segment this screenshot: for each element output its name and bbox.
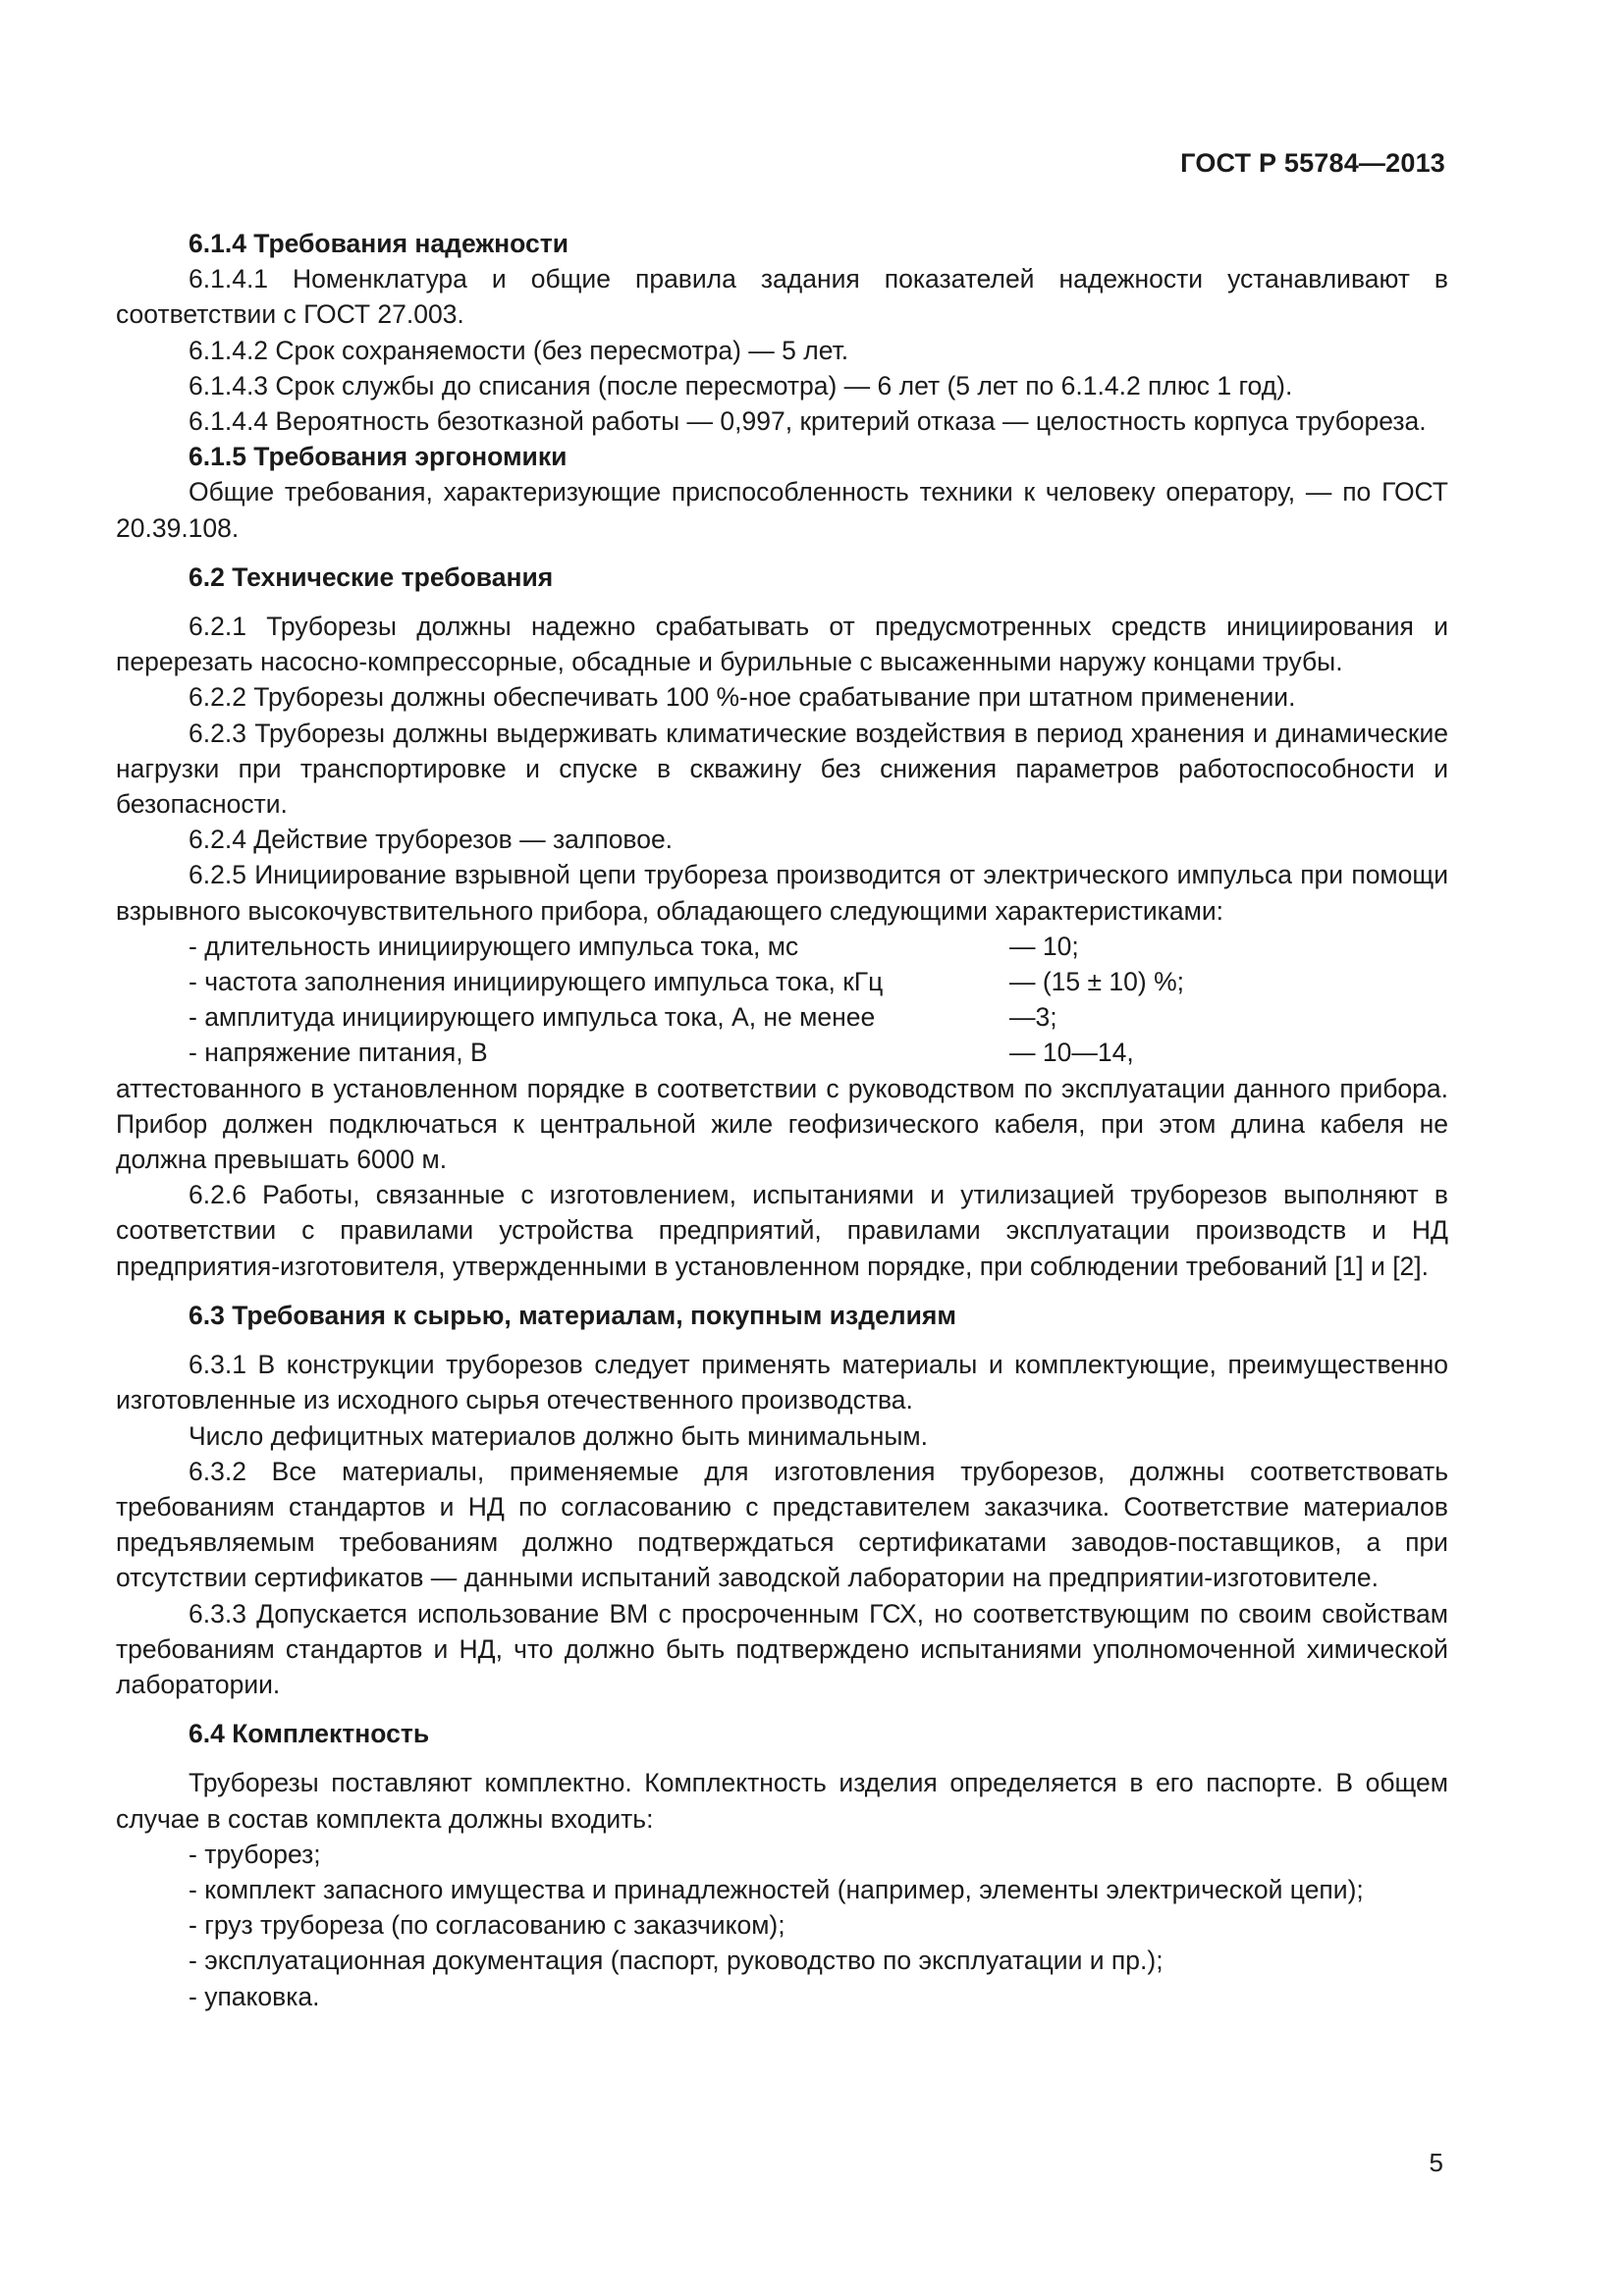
paragraph-6-2-3: 6.2.3 Труборезы должны выдерживать климатические воздействия в период хранения и динамические нагрузки при транспортировке и спуске в скважину без снижения параметров работоспособности и безопасности. (116, 718, 1448, 820)
spec-row (116, 929, 1448, 964)
section-title-6-3: 6.3 Требования к сырью, материалам, покупным изделиям (189, 1300, 956, 1330)
paragraph-6-3-2: 6.3.2 Все материалы, применяемые для изготовления труборезов, должны соответствовать требованиям стандартов и НД по согласованию с представителем заказчика. Соответствие материалов предъявляемым требованиям должно подтверждаться сертификатами заводов-поставщиков, а при отсутствии сертификатов — данными испытаний заводской лаборатории на предприятии-изготовителе. (116, 1456, 1448, 1593)
paragraph-6-2-5-continued: аттестованного в установленном порядке в соответствии с руководством по эксплуатации данного прибора. Прибор должен подключаться к центральной жиле геофизического кабеля, при этом длина кабеля не должна превышать 6000 м. (116, 1073, 1448, 1175)
paragraph-6-2-1: 6.2.1 Труборезы должны надежно срабатывать от предусмотренных средств инициирования и перерезать насосно-компрессорные, обсадные и бурильные с высаженными наружу концами трубы. (116, 612, 1448, 677)
spec-row (116, 964, 1448, 999)
spec-value: — 10—14, (1009, 1038, 1134, 1068)
spec-label: - напряжение питания, В (189, 1035, 1009, 1070)
spec-value: — (15 ± 10) %; (1009, 967, 1185, 997)
section-title-6-4: 6.4 Комплектность (189, 1719, 430, 1749)
page-number: 5 (1429, 2148, 1443, 2177)
paragraph-6-1-4-2: 6.1.4.2 Срок сохраняемости (без пересмотра) — 5 лет. (189, 335, 849, 365)
section-title-6-1-5: 6.1.5 Требования эргономики (189, 442, 568, 472)
spec-value: —3; (1009, 1002, 1057, 1033)
paragraph-6-3-1: 6.3.1 В конструкции труборезов следует применять материалы и комплектующие, преимущественно изготовленные из исходного сырья отечественного производства. (116, 1350, 1448, 1415)
paragraph-6-1-4-1: 6.1.4.1 Номенклатура и общие правила задания показателей надежности устанавливают в соответствии с ГОСТ 27.003. (116, 264, 1448, 330)
section-title-6-2: 6.2 Технические требования (189, 561, 554, 592)
spec-label: - амплитуда инициирующего импульса тока, А, не менее (189, 999, 1009, 1035)
paragraph-6-2-2: 6.2.2 Труборезы должны обеспечивать 100 %-ное срабатывание при штатном применении. (189, 682, 1296, 713)
spec-row (116, 1035, 1448, 1070)
paragraph-6-3-1-note: Число дефицитных материалов должно быть минимальным. (189, 1420, 928, 1451)
paragraph-6-1-4-3: 6.1.4.3 Срок службы до списания (после пересмотра) — 6 лет (5 лет по 6.1.4.2 плюс 1 год). (189, 370, 1293, 400)
spec-row (116, 999, 1448, 1035)
paragraph-6-2-6: 6.2.6 Работы, связанные с изготовлением, испытаниями и утилизацией труборезов выполняют в соответствии с правилами устройства предприятий, правилами эксплуатации производств и НД предприятия-изготовителя, утвержденными в установленном порядке, при соблюдении требований [1] и [2]. (116, 1180, 1448, 1281)
spec-label: - длительность инициирующего импульса тока, мс (189, 929, 1009, 964)
list-item: - упаковка. (116, 1979, 1448, 2014)
list-item: - комплект запасного имущества и принадлежностей (например, элементы электрической цепи); (116, 1872, 1448, 1907)
paragraph-6-1-4-4: 6.1.4.4 Вероятность безотказной работы — 0,997, критерий отказа — целостность корпуса трубореза. (189, 406, 1427, 437)
list-item: - эксплуатационная документация (паспорт, руководство по эксплуатации и пр.); (116, 1943, 1448, 1978)
document-header: ГОСТ Р 55784—2013 (1180, 148, 1445, 178)
document-body (116, 226, 1448, 2014)
paragraph-6-3-3: 6.3.3 Допускается использование ВМ с просроченным ГСХ, но соответствующим по своим свойствам требованиям стандартов и НД, что должно быть подтверждено испытаниями уполномоченной химической лаборатории. (116, 1598, 1448, 1699)
list-item: - труборез; (116, 1837, 1448, 1872)
paragraph-6-2-5: 6.2.5 Инициирование взрывной цепи трубореза производится от электрического импульса при помощи взрывного высокочувствительного прибора, обладающего следующими характеристиками: (116, 860, 1448, 926)
paragraph-6-4: Труборезы поставляют комплектно. Комплектность изделия определяется в его паспорте. В общем случае в состав комплекта должны входить: (116, 1768, 1448, 1834)
paragraph-6-2-4: 6.2.4 Действие труборезов — залповое. (189, 825, 674, 855)
spec-value: — 10; (1009, 931, 1079, 961)
section-title-6-1-4: 6.1.4 Требования надежности (189, 229, 569, 258)
list-item: - груз трубореза (по согласованию с заказчиком); (116, 1907, 1448, 1943)
paragraph-6-1-5: Общие требования, характеризующие приспособленность техники к человеку оператору, — по ГОСТ 20.39.108. (116, 477, 1448, 543)
spec-label: - частота заполнения инициирующего импульса тока, кГц (189, 964, 1009, 999)
